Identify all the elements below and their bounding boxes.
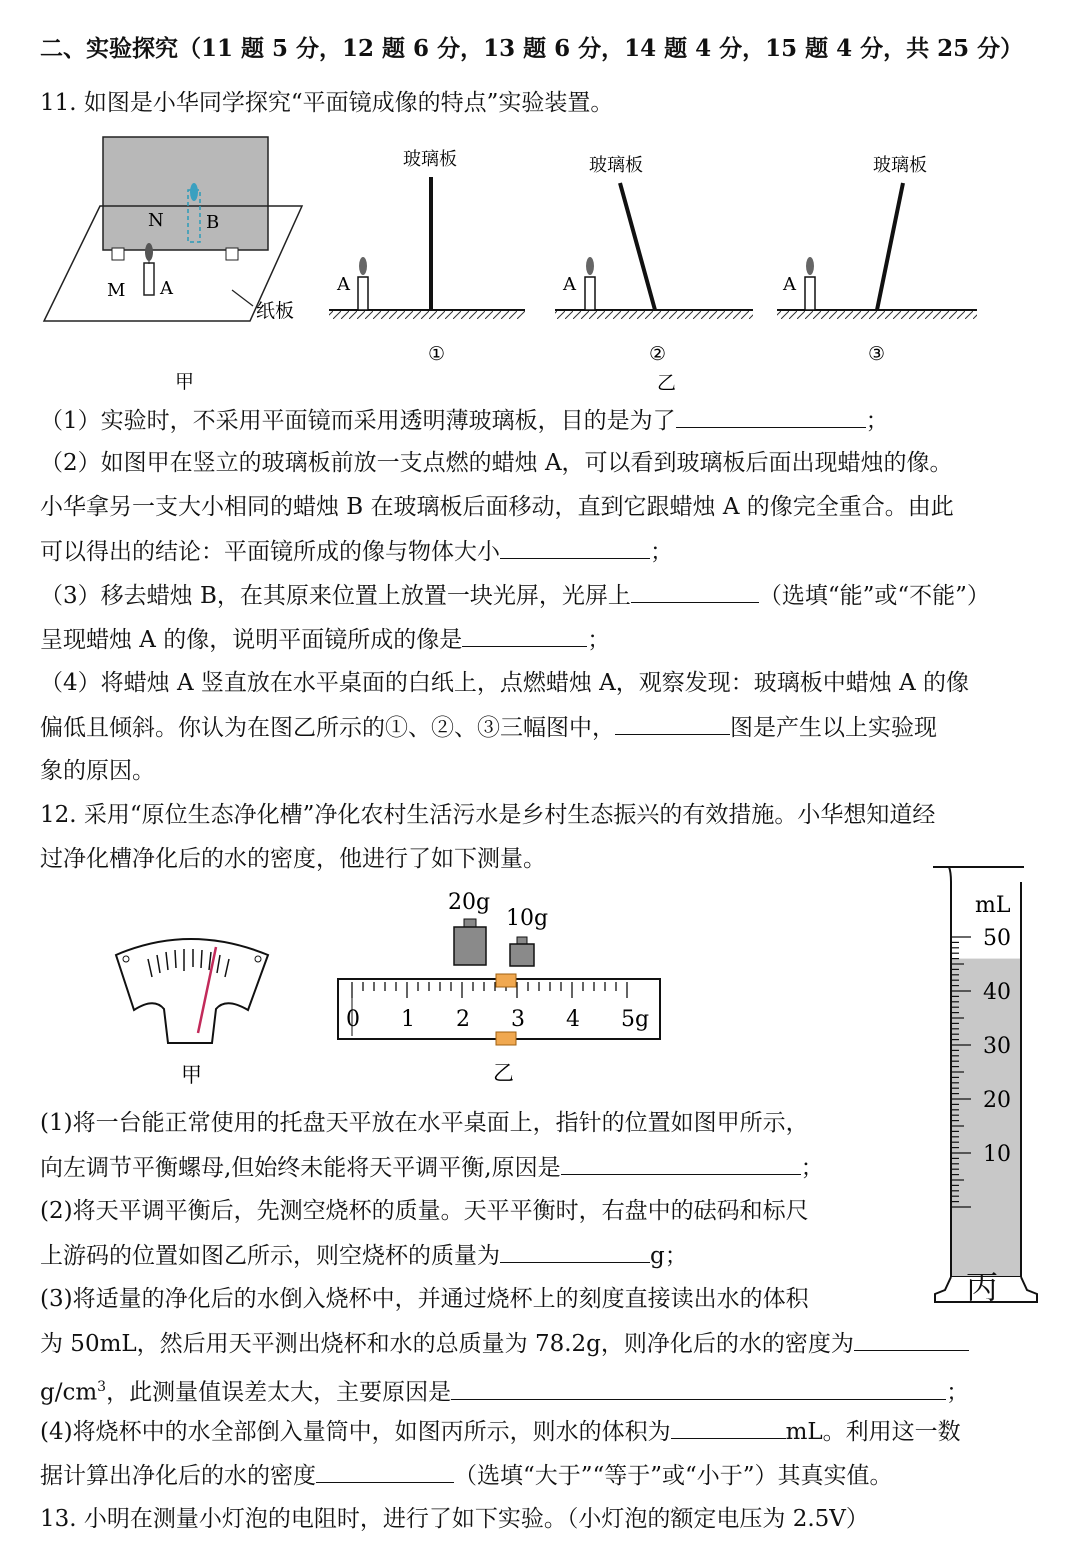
answer-blank-q11-4[interactable] [615, 712, 730, 735]
q12-p4b-text: 据计算出净化后的水的密度 [40, 1463, 316, 1489]
q11-p4b-text: 偏低且倾斜。你认为在图乙所示的①、②、③三幅图中， [40, 715, 615, 741]
q12-stem-line2: 过净化槽净化后的水的密度，他进行了如下测量。 [40, 846, 546, 872]
cylinder-unit: mL [975, 893, 1011, 918]
sub-label-2: ② [649, 343, 667, 365]
cylinder-tick-label: 30 [983, 1034, 1011, 1059]
glass-label-1: 玻璃板 [403, 149, 457, 170]
q11-part4-line3: 象的原因。 [40, 758, 155, 784]
q12-part2-line1: (2)将天平调平衡后，先测空烧杯的质量。天平平衡时，右盘中的砝码和标尺 [40, 1198, 809, 1224]
q12-part1-line1: (1)将一台能正常使用的托盘天平放在水平桌面上，指针的位置如图甲所示， [40, 1110, 809, 1136]
q12-part3-line3 [40, 1372, 969, 1408]
sub-label-1: ① [428, 343, 446, 365]
q12-density-unit: g/cm [40, 1379, 98, 1406]
q11-p3b-end: ； [587, 627, 611, 653]
q12-p2b-end: g； [650, 1243, 688, 1269]
q11-p3b-text: 呈现蜡烛 A 的像，说明平面镜所成的像是 [40, 627, 463, 653]
fig12-bing-caption: 丙 [966, 1268, 999, 1306]
q12-p4a-end: mL。利用这一数 [785, 1419, 961, 1445]
weight-10g [510, 937, 534, 966]
q11-part2-line2: 小华拿另一支大小相同的蜡烛 B 在玻璃板后面移动，直到它跟蜡烛 A 的像完全重合。由此 [40, 494, 954, 520]
label-n: N [148, 210, 164, 231]
candle-label-2: A [563, 274, 576, 295]
fig12-jia-caption: 甲 [181, 1063, 202, 1087]
q11-figure-yi [325, 135, 995, 395]
weight-20g [454, 919, 486, 965]
answer-blank-q11-1[interactable] [676, 405, 866, 428]
answer-blank-q11-3a[interactable] [631, 580, 759, 603]
q12-p3b-text: 为 50mL，然后用天平测出烧杯和水的总质量为 78.2g，则净化后的水的密度为 [40, 1331, 854, 1357]
q11-part3-line2 [40, 624, 610, 655]
fig-jia-caption: 甲 [175, 371, 195, 393]
q11-part2-line1: （2）如图甲在竖立的玻璃板前放一支点燃的蜡烛 A，可以看到玻璃板后面出现蜡烛的像。 [40, 450, 953, 476]
fig12-yi-caption: 乙 [493, 1061, 514, 1085]
scale-label: 1 [401, 1007, 415, 1032]
scale-label: 0 [346, 1007, 360, 1032]
rider-top [496, 974, 516, 987]
answer-blank-q12-4a[interactable] [671, 1416, 786, 1439]
q11-p2c-end: ； [650, 539, 673, 565]
q12-figure-yi-scale [330, 885, 670, 1090]
rider-bottom [496, 1032, 516, 1045]
q12-stem-line1: 12. 采用“原位生态净化槽”净化农村生活污水是乡村生态振兴的有效措施。小华想知道经 [40, 802, 936, 828]
q12-part3-line1: (3)将适量的净化后的水倒入烧杯中，并通过烧杯上的刻度直接读出水的体积 [40, 1286, 809, 1312]
setup-3 [777, 155, 977, 365]
q11-part4-line2 [40, 712, 937, 743]
q12-p2b-text: 上游码的位置如图乙所示，则空烧杯的质量为 [40, 1243, 500, 1269]
label-a: A [160, 278, 173, 299]
scale-label: 3 [511, 1007, 525, 1032]
answer-blank-q11-2[interactable] [500, 536, 650, 559]
q12-part2-line2 [40, 1240, 688, 1271]
answer-blank-q12-2[interactable] [500, 1240, 650, 1263]
q11-part3-line1 [40, 580, 990, 611]
q12-p4a-text: (4)将烧杯中的水全部倒入量筒中，如图丙所示，则水的体积为 [40, 1419, 671, 1445]
q11-part4-line1: （4）将蜡烛 A 竖直放在水平桌面的白纸上，点燃蜡烛 A，观察发现：玻璃板中蜡烛 A 的像 [40, 670, 970, 696]
candle-label-1: A [337, 274, 350, 295]
glass-label-2: 玻璃板 [589, 155, 643, 176]
answer-blank-q11-3b[interactable] [462, 624, 587, 647]
q12-p4b-end: （选填“大于”“等于”或“小于”）其真实值。 [454, 1463, 893, 1489]
label-paperboard: 纸板 [256, 300, 295, 322]
weight-20g-label: 20g [448, 890, 491, 915]
q11-part2-line3 [40, 536, 673, 567]
q11-stem: 11. 如图是小华同学探究“平面镜成像的特点”实验装置。 [40, 90, 614, 116]
cylinder-tick-label: 40 [983, 980, 1011, 1005]
q11-p1-end: ； [865, 408, 889, 434]
q11-part1 [40, 405, 889, 436]
q12-part3-line2 [40, 1328, 969, 1359]
glass-label-3: 玻璃板 [873, 155, 927, 176]
q12-p3c-text: ，此测量值误差太大，主要原因是 [106, 1379, 452, 1406]
label-m: M [107, 280, 126, 301]
cylinder-tick-label: 20 [983, 1088, 1011, 1113]
q11-p4b-end: 图是产生以上实验现 [730, 715, 937, 741]
cylinder-tick-label: 50 [983, 926, 1011, 951]
q11-p1-text: （1）实验时，不采用平面镜而采用透明薄玻璃板，目的是为了 [40, 408, 676, 434]
answer-blank-q12-1[interactable] [561, 1152, 801, 1175]
q12-part1-line2 [40, 1152, 824, 1183]
q12-part4-line1 [40, 1416, 961, 1447]
q11-p3a-text: （3）移去蜡烛 B，在其原来位置上放置一块光屏，光屏上 [40, 583, 631, 609]
setup-2 [555, 155, 753, 394]
q12-figure-jia-dial [108, 925, 278, 1090]
q12-density-unit-exp: 3 [97, 1379, 107, 1395]
sub-label-3: ③ [868, 343, 886, 365]
weight-10g-label: 10g [506, 906, 549, 931]
q12-p1b-text: 向左调节平衡螺母,但始终未能将天平调平衡,原因是 [40, 1155, 561, 1181]
fig-yi-caption: 乙 [657, 372, 677, 394]
q11-p2c-text: 可以得出的结论：平面镜所成的像与物体大小 [40, 539, 500, 565]
scale-label: 2 [456, 1007, 470, 1032]
scale-label: 4 [566, 1007, 580, 1032]
answer-blank-q12-3a[interactable] [854, 1328, 969, 1351]
q12-p3c-end: ； [946, 1379, 970, 1406]
cylinder-tick-label: 10 [983, 1142, 1011, 1167]
q13-stem: 13. 小明在测量小灯泡的电阻时，进行了如下实验。（小灯泡的额定电压为 2.5V） [40, 1506, 869, 1532]
setup-1 [329, 149, 525, 365]
q12-part4-line2 [40, 1460, 893, 1491]
answer-blank-q12-4b[interactable] [316, 1460, 454, 1483]
q11-figure-jia [40, 130, 320, 400]
section-title: 二、实验探究（11 题 5 分，12 题 6 分，13 题 6 分，14 题 4 分，15 题 4 分，共 25 分） [40, 35, 1024, 62]
scale-label: 5g [621, 1007, 650, 1032]
candle-label-3: A [783, 274, 796, 295]
liquid [951, 959, 1021, 1277]
answer-blank-q12-3b[interactable] [451, 1377, 946, 1400]
label-b: B [206, 212, 220, 233]
q12-p1b-end: ； [800, 1155, 824, 1181]
q12-figure-bing-cylinder [925, 862, 1040, 1312]
q11-p3a-end: （选填“能”或“不能”） [758, 583, 990, 609]
